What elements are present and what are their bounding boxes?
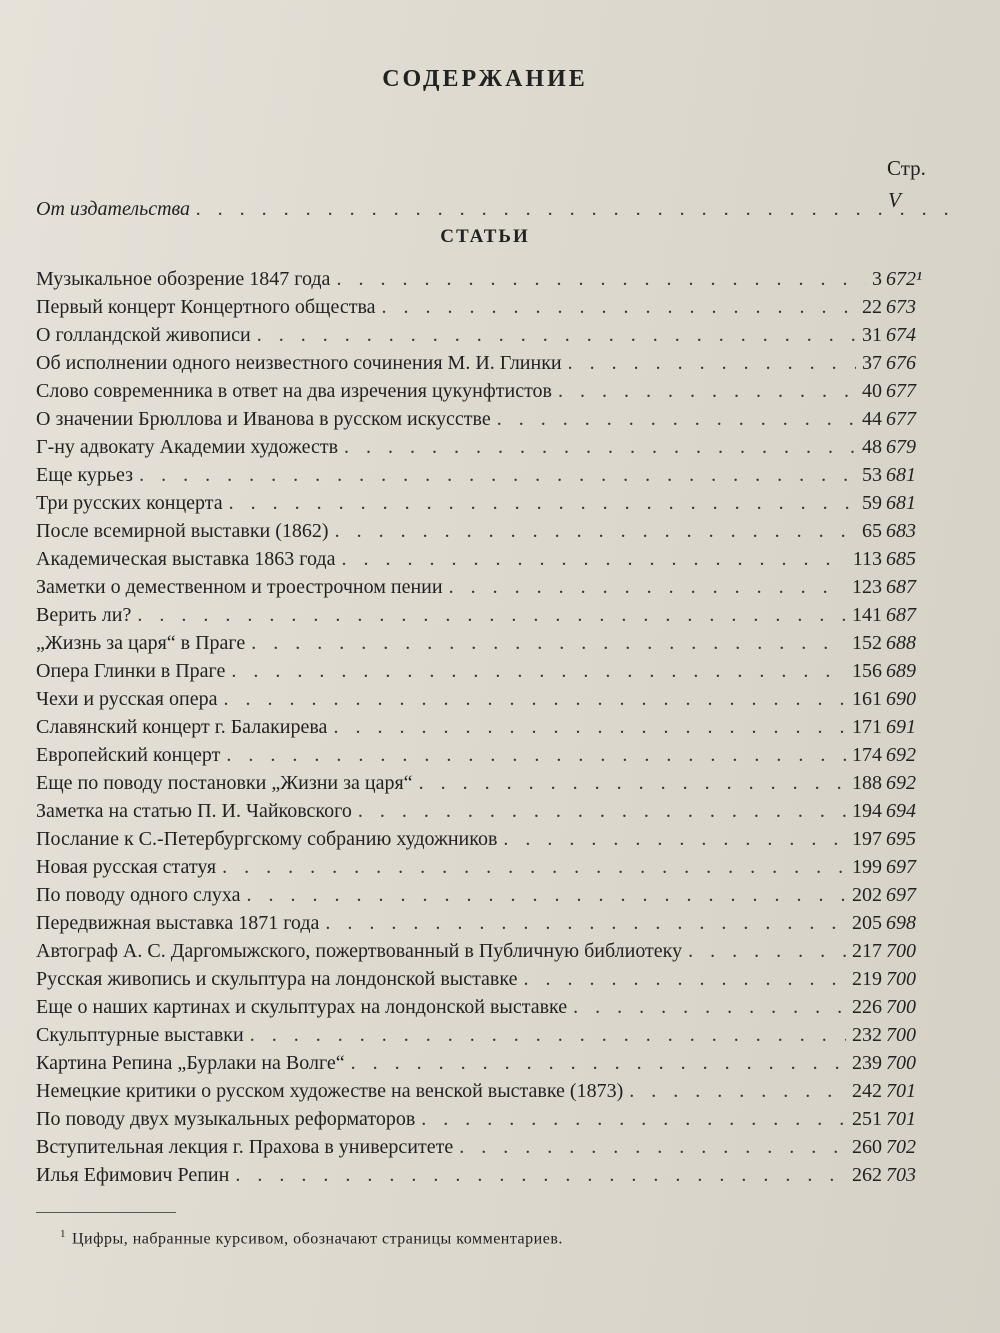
toc-entry: [36, 828, 960, 856]
entry-page: 113: [852, 548, 882, 570]
entry-title: „Жизнь за царя“ в Праге: [36, 632, 246, 654]
entry-title: Опера Глинки в Праге: [36, 660, 226, 682]
dot-leader: [558, 380, 856, 403]
dot-leader: [235, 1164, 846, 1187]
entry-title: Еще по поводу постановки „Жизни за царя“: [36, 772, 413, 794]
toc-entry: [36, 436, 960, 464]
entry-page: 40: [862, 380, 882, 402]
entry-comment-page: 697: [886, 856, 916, 878]
entry-comment-page: 701: [886, 1108, 916, 1130]
entry-page: 242: [852, 1080, 882, 1102]
toc-entry: [36, 604, 960, 632]
entry-comment-page: 692: [886, 772, 916, 794]
entry-comment-page: 697: [886, 884, 916, 906]
toc-entry: [36, 744, 960, 772]
entry-page: 251: [852, 1108, 882, 1130]
toc-entry: [36, 296, 960, 324]
dot-leader: [459, 1136, 846, 1159]
toc-entry: [36, 856, 960, 884]
dot-leader: [222, 856, 846, 879]
toc-entry: [36, 1108, 960, 1136]
dot-leader: [333, 716, 846, 739]
toc-entry: [36, 1024, 960, 1052]
entry-title: Автограф А. С. Даргомыжского, пожертвованный в Публичную библиотеку: [36, 940, 683, 962]
page-title: СОДЕРЖАНИЕ: [382, 66, 588, 92]
footnote: [60, 1228, 563, 1248]
entry-title: О значении Брюллова и Иванова в русском искусстве: [36, 408, 491, 430]
dot-leader: [382, 296, 856, 319]
entry-page: 199: [852, 856, 882, 878]
entry-comment-page: 681: [886, 464, 916, 486]
publisher-entry: [36, 188, 960, 226]
toc-entry: [36, 884, 960, 912]
dot-leader: [421, 1108, 846, 1131]
dot-leader: [223, 688, 846, 711]
toc-entry: [36, 352, 960, 380]
toc-entry: [36, 1164, 960, 1192]
toc-entry: [36, 772, 960, 800]
entry-comment-page: 676: [886, 352, 916, 374]
footnote-rule: [36, 1212, 176, 1213]
entry-page: 59: [862, 492, 882, 514]
dot-leader: [503, 828, 846, 851]
entry-page: 152: [852, 632, 882, 654]
entry-comment-page: 698: [886, 912, 916, 934]
dot-leader: [336, 268, 866, 291]
entry-title: Об исполнении одного неизвестного сочинения М. И. Глинки: [36, 352, 562, 374]
dot-leader: [344, 436, 856, 459]
entry-title: Музыкальное обозрение 1847 года: [36, 268, 331, 290]
toc-entry: [36, 1052, 960, 1080]
entry-comment-page: 677: [886, 408, 916, 430]
dot-leader: [139, 464, 856, 487]
entry-page: 205: [852, 912, 882, 934]
toc-entry: [36, 520, 960, 548]
toc-entry: [36, 940, 960, 968]
entry-comment-page: 690: [886, 688, 916, 710]
entry-title: Первый концерт Концертного общества: [36, 296, 376, 318]
entry-comment-page: 691: [886, 716, 916, 738]
toc-entry: [36, 324, 960, 352]
entry-comment-page: 700: [886, 940, 916, 962]
entry-comment-page: 694: [886, 800, 916, 822]
entry-title: Илья Ефимович Репин: [36, 1164, 230, 1186]
entry-title: Академическая выставка 1863 года: [36, 548, 336, 570]
dot-leader: [196, 198, 954, 221]
entry-page: 161: [852, 688, 882, 710]
toc-entry: [36, 548, 960, 576]
entry-title: По поводу одного слуха: [36, 884, 241, 906]
entry-page: 188: [852, 772, 882, 794]
entry-comment-page: 677: [886, 380, 916, 402]
entry-comment-page: 687: [886, 604, 916, 626]
entry-page: 260: [852, 1136, 882, 1158]
toc-entry: [36, 1080, 960, 1108]
entry-comment-page: 685: [886, 548, 916, 570]
entry-comment-page: 683: [886, 520, 916, 542]
dot-leader: [419, 772, 846, 795]
dot-leader: [231, 660, 846, 683]
page-column-label: Стр.: [887, 156, 926, 180]
entry-title: Славянский концерт г. Балакирева: [36, 716, 328, 738]
entry-page: 194: [852, 800, 882, 822]
toc-entry: [36, 688, 960, 716]
entry-comment-page: 700: [886, 968, 916, 990]
entry-page: 232: [852, 1024, 882, 1046]
toc-entry: [36, 268, 960, 296]
dot-leader: [137, 604, 846, 627]
dot-leader: [688, 940, 846, 963]
toc-entry: [36, 660, 960, 688]
entry-title: Три русских концерта: [36, 492, 223, 514]
toc-entry: [36, 464, 960, 492]
dot-leader: [257, 324, 856, 347]
dot-leader: [573, 996, 846, 1019]
toc-entry: [36, 408, 960, 436]
entry-page: 123: [852, 576, 882, 598]
section-title: СТАТЬИ: [440, 226, 530, 247]
entry-title: Картина Репина „Бурлаки на Волге“: [36, 1052, 345, 1074]
entry-comment-page: 673: [886, 296, 916, 318]
entry-comment-page: 703: [886, 1164, 916, 1186]
dot-leader: [250, 1024, 846, 1047]
dot-leader: [226, 744, 846, 767]
toc-entry: [36, 716, 960, 744]
entry-title: Немецкие критики о русском художестве на венской выставке (1873): [36, 1080, 624, 1102]
dot-leader: [325, 912, 846, 935]
entry-page: 65: [862, 520, 882, 542]
footnote-mark: 1: [60, 1228, 66, 1240]
dot-leader: [335, 520, 856, 543]
entry-page: 37: [862, 352, 882, 374]
toc-entry: [36, 996, 960, 1024]
entry-title: Г-ну адвокату Академии художеств: [36, 436, 339, 458]
entry-page: 156: [852, 660, 882, 682]
dot-leader: [523, 968, 846, 991]
entry-title: Еще курьез: [36, 464, 134, 486]
entry-page: 226: [852, 996, 882, 1018]
entry-page: 219: [852, 968, 882, 990]
dot-leader: [497, 408, 856, 431]
dot-leader: [247, 884, 846, 907]
entry-title: Передвижная выставка 1871 года: [36, 912, 320, 934]
dot-leader: [568, 352, 856, 375]
entry-title: Заметки о демественном и троестрочном пении: [36, 576, 443, 598]
entry-title: Верить ли?: [36, 604, 132, 626]
dot-leader: [229, 492, 856, 515]
dot-leader: [351, 1052, 846, 1075]
entry-comment-page: 701: [886, 1080, 916, 1102]
entry-comment-page: 681: [886, 492, 916, 514]
entry-comment-page: 695: [886, 828, 916, 850]
entry-title: Русская живопись и скульптура на лондонской выставке: [36, 968, 518, 990]
entry-title: По поводу двух музыкальных реформаторов: [36, 1108, 416, 1130]
entry-title: Чехи и русская опера: [36, 688, 218, 710]
toc-entry: [36, 576, 960, 604]
entry-page: 53: [862, 464, 882, 486]
entry-page: 3: [872, 268, 882, 290]
entry-page: 202: [852, 884, 882, 906]
entry-title: Слово современника в ответ на два изречения цукунфтистов: [36, 380, 552, 402]
toc-entry: [36, 1136, 960, 1164]
dot-leader: [629, 1080, 846, 1103]
entry-title: Послание к С.-Петербургскому собранию художников: [36, 828, 498, 850]
entry-page: 141: [852, 604, 882, 626]
entry-title: Европейский концерт: [36, 744, 221, 766]
entry-title: Вступительная лекция г. Прахова в университете: [36, 1136, 454, 1158]
entry-page: 44: [862, 408, 882, 430]
entry-title: Еще о наших картинах и скульптурах на лондонской выставке: [36, 996, 568, 1018]
entry-comment-page: 692: [886, 744, 916, 766]
entry-title: Заметка на статью П. И. Чайковского: [36, 800, 352, 822]
entry-comment-page: 702: [886, 1136, 916, 1158]
dot-leader: [341, 548, 846, 571]
entry-comment-page: 689: [886, 660, 916, 682]
entry-comment-page: 700: [886, 1052, 916, 1074]
toc-entry: [36, 380, 960, 408]
dot-leader: [449, 576, 846, 599]
toc-entry: [36, 800, 960, 828]
entry-page: V: [888, 188, 901, 212]
toc-entry: [36, 912, 960, 940]
entry-page: 22: [862, 296, 882, 318]
entry-comment-page: 700: [886, 1024, 916, 1046]
entry-page: 197: [852, 828, 882, 850]
entry-page: 31: [862, 324, 882, 346]
entry-page: 48: [862, 436, 882, 458]
entry-title: О голландской живописи: [36, 324, 251, 346]
entry-title: Скульптурные выставки: [36, 1024, 244, 1046]
entry-comment-page: 687: [886, 576, 916, 598]
entry-comment-page: 700: [886, 996, 916, 1018]
entry-page: 262: [852, 1164, 882, 1186]
entry-title: От издательства: [36, 198, 191, 220]
entry-comment-page: 674: [886, 324, 916, 346]
toc-entry: [36, 632, 960, 660]
entry-comment-page: 679: [886, 436, 916, 458]
dot-leader: [251, 632, 846, 655]
entry-page: 239: [852, 1052, 882, 1074]
dot-leader: [358, 800, 846, 823]
entry-page: 174: [852, 744, 882, 766]
footnote-text: Цифры, набранные курсивом, обозначают страницы комментариев.: [72, 1230, 563, 1248]
entry-page: 217: [852, 940, 882, 962]
entry-comment-page: 672¹: [886, 268, 922, 290]
entry-comment-page: 688: [886, 632, 916, 654]
entry-title: После всемирной выставки (1862): [36, 520, 329, 542]
entry-title: Новая русская статуя: [36, 856, 217, 878]
entry-page: 171: [852, 716, 882, 738]
toc-entry: [36, 968, 960, 996]
toc-entry: [36, 492, 960, 520]
